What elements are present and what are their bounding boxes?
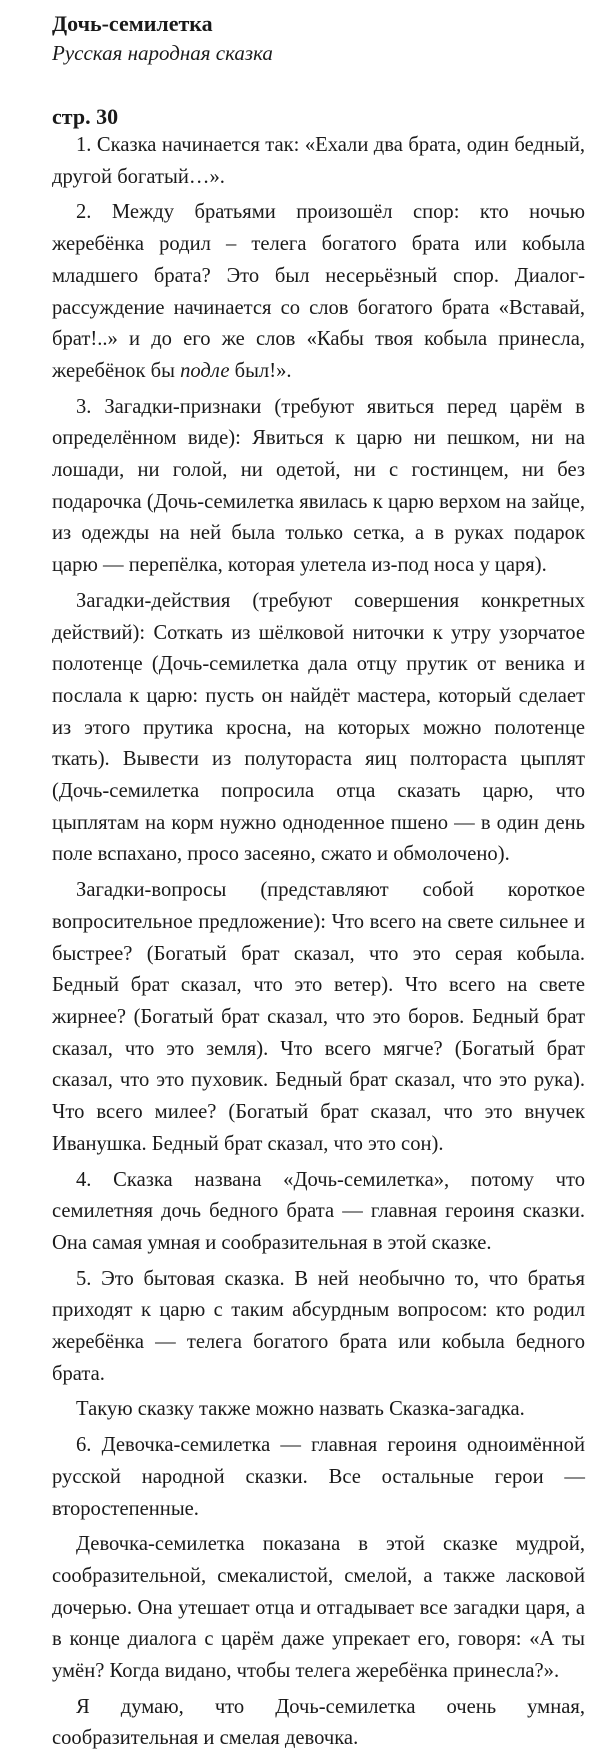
riddles-questions-paragraph: Загадки-вопросы (представляют собой короткое вопросительное предложение): Что всего на свете сильнее и быстрее? (Богатый брат сказал, что это серая кобыла. Бедный брат сказал, что это ветер). Что всего на свете жирнее? (Богатый брат сказал, что это боров. Бедный брат сказал, что это земля). Что всего мягче? (Богатый брат сказал, что это пуховик. Бедный брат сказал, что это рука). Что всего милее? (Богатый брат сказал, что это внучек Иванушка. Бедный брат сказал, что это сон). <box>52 879 585 1155</box>
page-reference: стр. 30 <box>52 104 119 129</box>
paragraph-text: 2. Между братьями произошёл спор: кто ночью жеребёнка родил – телега богатого брата или кобыла младшего брата? Это был несерьёзный спор. Диалог-рассуждение начинается со слов богатого брата «Вставай, брат!..» и до его же слов «Кабы твоя кобыла принесла, жеребёнок бы <box>52 201 585 382</box>
answer-paragraph-2 <box>52 197 585 387</box>
conclusion-paragraph: Я думаю, что Дочь-семилетка очень умная, сообразительная и смелая девочка. <box>52 1695 585 1750</box>
heroine-description-paragraph: Девочка-семилетка показана в этой сказке мудрой, сообразительной, смекалистой, смелой, а также ласковой дочерью. Она утешает отца и отгадывает все загадки царя, а в конце диалога с царём даже упрекает его, говоря: «А ты умён? Когда видано, чтобы телега жеребёнка принесла?». <box>52 1533 585 1683</box>
answer-paragraph-3: 3. Загадки-признаки (требуют явиться перед царём в определённом виде): Явиться к царю ни пешком, ни на лошади, ни голой, ни одетой, ни с гостинцем, ни без подарочка (Дочь-семилетка явилась к царю верхом на зайце, из одежды на ней была только сетка, а в руках подарок царю — перепёлка, которая улетела из-под носа у царя). <box>52 395 585 577</box>
answer-paragraph-1: 1. Сказка начинается так: «Ехали два брата, один бедный, другой богатый…». <box>52 134 585 188</box>
document-title: Дочь-семилетка <box>52 11 213 36</box>
document-subtitle: Русская народная сказка <box>52 41 273 65</box>
italic-word: подле <box>180 359 230 382</box>
answer-paragraph-6: 6. Девочка-семилетка — главная героиня одноимённой русской народной сказки. Все остальные герои — второстепенные. <box>52 1434 585 1520</box>
riddles-actions-paragraph: Загадки-действия (требуют совершения конкретных действий): Соткать из шёлковой ниточки к утру узорчатое полотенце (Дочь-семилетка дала отцу прутик от веника и послала к царю: пусть он найдёт мастера, который сделает из этого прутика кросна, на которых можно полотенце ткать). Вывести из полутораста яиц полтораста цыплят (Дочь-семилетка попросила отца сказать царю, что цыплятам на корм нужно одноденное пшено — в один день поле вспахано, просо засеяно, сжато и обмолочено). <box>52 589 585 866</box>
answer-paragraph-4: 4. Сказка названа «Дочь-семилетка», потому что семилетняя дочь бедного брата — главная героиня сказки. Она самая умная и сообразительная в этой сказке. <box>52 1168 585 1254</box>
paragraph-text: был!». <box>229 359 292 382</box>
answer-paragraph-5: 5. Это бытовая сказка. В ней необычно то, что братья приходят к царю с таким абсурдным вопросом: кто родил жеребёнка — телега богатого брата или кобыла бедного брата. <box>52 1267 585 1385</box>
riddle-tale-paragraph: Такую сказку также можно назвать Сказка-загадка. <box>76 1398 525 1421</box>
